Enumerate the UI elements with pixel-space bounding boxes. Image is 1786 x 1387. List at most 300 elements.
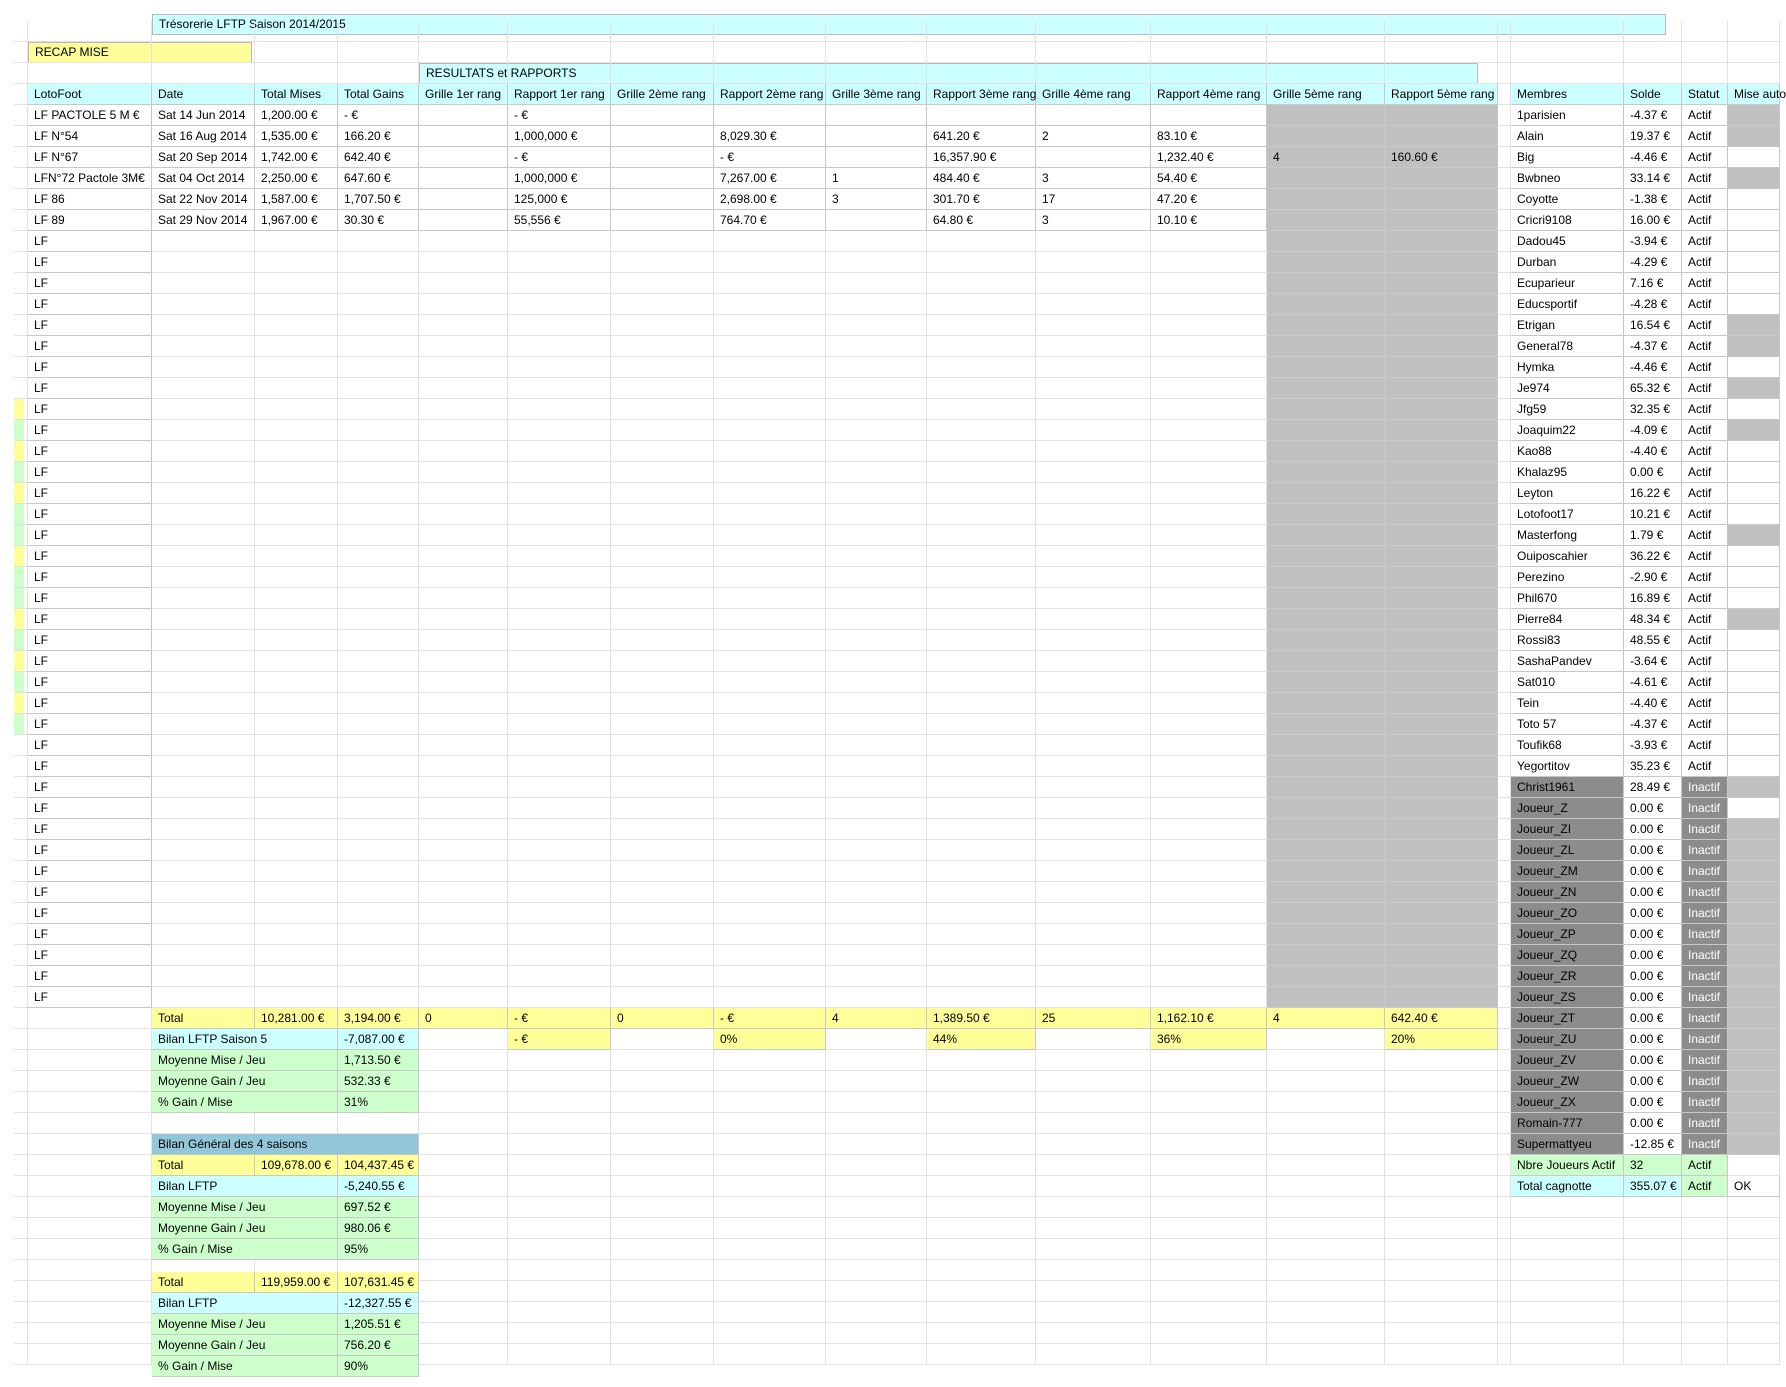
- empty-cell[interactable]: [419, 441, 508, 462]
- member-mise-auto[interactable]: [1728, 210, 1780, 231]
- empty-cell[interactable]: [714, 42, 826, 63]
- empty-cell[interactable]: [508, 693, 611, 714]
- empty-cell[interactable]: [611, 483, 714, 504]
- member-statut[interactable]: Inactif: [1682, 1071, 1728, 1092]
- game-value-cell[interactable]: 1,535.00 €: [255, 126, 338, 147]
- empty-cell[interactable]: [1036, 966, 1151, 987]
- member-mise-auto[interactable]: [1728, 924, 1780, 945]
- empty-cell[interactable]: [508, 1197, 611, 1218]
- empty-cell[interactable]: [714, 588, 826, 609]
- empty-cell[interactable]: [419, 840, 508, 861]
- member-statut[interactable]: Inactif: [1682, 1134, 1728, 1155]
- general-total-gains[interactable]: 107,631.45 €: [338, 1272, 419, 1293]
- totals-value[interactable]: 0: [419, 1008, 508, 1029]
- empty-cell[interactable]: [1498, 294, 1511, 315]
- empty-cell[interactable]: [1267, 1218, 1385, 1239]
- empty-cell[interactable]: [1498, 1176, 1511, 1197]
- empty-cell[interactable]: [508, 399, 611, 420]
- empty-cell[interactable]: [419, 903, 508, 924]
- empty-cell[interactable]: [611, 546, 714, 567]
- empty-cell[interactable]: [28, 1134, 152, 1155]
- empty-cell[interactable]: [714, 462, 826, 483]
- empty-cell[interactable]: [714, 903, 826, 924]
- empty-cell[interactable]: [1728, 42, 1780, 63]
- empty-cell[interactable]: [508, 483, 611, 504]
- empty-cell[interactable]: [14, 819, 28, 840]
- empty-cell[interactable]: [1511, 1323, 1624, 1344]
- game-name-cell[interactable]: LF: [28, 483, 152, 504]
- empty-cell[interactable]: [1267, 42, 1385, 63]
- empty-cell[interactable]: [1682, 1239, 1728, 1260]
- member-statut[interactable]: Actif: [1682, 462, 1728, 483]
- empty-cell[interactable]: [611, 735, 714, 756]
- empty-cell[interactable]: [1498, 1344, 1511, 1365]
- game-value-cell[interactable]: 16,357.90 €: [927, 147, 1036, 168]
- empty-cell[interactable]: [419, 1323, 508, 1344]
- empty-cell[interactable]: [1498, 231, 1511, 252]
- empty-cell[interactable]: [14, 840, 28, 861]
- empty-cell[interactable]: [1036, 1197, 1151, 1218]
- empty-cell[interactable]: [1036, 525, 1151, 546]
- member-name[interactable]: Joaquim22: [1511, 420, 1624, 441]
- empty-cell[interactable]: [1036, 483, 1151, 504]
- empty-cell[interactable]: [1036, 1134, 1151, 1155]
- empty-cell[interactable]: [714, 735, 826, 756]
- member-mise-auto[interactable]: [1728, 735, 1780, 756]
- empty-cell[interactable]: [826, 525, 927, 546]
- totals-value[interactable]: 3,194.00 €: [338, 1008, 419, 1029]
- empty-cell[interactable]: [826, 987, 927, 1008]
- general-total-mises[interactable]: 119,959.00 €: [255, 1272, 338, 1293]
- empty-cell[interactable]: [1267, 1323, 1385, 1344]
- member-solde[interactable]: -4.37 €: [1624, 714, 1682, 735]
- empty-cell[interactable]: [1151, 567, 1267, 588]
- rapport-5-cell[interactable]: [1385, 672, 1498, 693]
- empty-cell[interactable]: [508, 294, 611, 315]
- member-name[interactable]: Joueur_ZI: [1511, 819, 1624, 840]
- member-solde[interactable]: 48.34 €: [1624, 609, 1682, 630]
- member-solde[interactable]: 0.00 €: [1624, 1050, 1682, 1071]
- member-statut[interactable]: Inactif: [1682, 798, 1728, 819]
- member-statut[interactable]: Actif: [1682, 735, 1728, 756]
- empty-cell[interactable]: [1498, 714, 1511, 735]
- empty-cell[interactable]: [1498, 693, 1511, 714]
- game-value-cell[interactable]: [419, 126, 508, 147]
- empty-cell[interactable]: [338, 462, 419, 483]
- empty-cell[interactable]: [338, 483, 419, 504]
- game-value-cell[interactable]: 83.10 €: [1151, 126, 1267, 147]
- empty-cell[interactable]: [927, 1155, 1036, 1176]
- empty-cell[interactable]: [14, 357, 28, 378]
- empty-cell[interactable]: [255, 42, 338, 63]
- empty-cell[interactable]: [419, 63, 508, 84]
- member-statut[interactable]: Actif: [1682, 273, 1728, 294]
- empty-cell[interactable]: [927, 1218, 1036, 1239]
- empty-cell[interactable]: [14, 231, 28, 252]
- empty-cell[interactable]: [611, 798, 714, 819]
- empty-cell[interactable]: [14, 294, 28, 315]
- empty-cell[interactable]: [255, 714, 338, 735]
- empty-cell[interactable]: [419, 315, 508, 336]
- empty-cell[interactable]: [1498, 672, 1511, 693]
- empty-cell[interactable]: [927, 609, 1036, 630]
- empty-cell[interactable]: [152, 504, 255, 525]
- empty-cell[interactable]: [826, 441, 927, 462]
- empty-cell[interactable]: [1385, 1323, 1498, 1344]
- member-column-header[interactable]: Solde: [1624, 84, 1682, 105]
- empty-cell[interactable]: [338, 609, 419, 630]
- empty-cell[interactable]: [338, 441, 419, 462]
- general-total-label[interactable]: Total: [152, 1155, 255, 1176]
- empty-cell[interactable]: [826, 1134, 927, 1155]
- empty-cell[interactable]: [927, 651, 1036, 672]
- member-name[interactable]: Big: [1511, 147, 1624, 168]
- empty-cell[interactable]: [338, 21, 419, 42]
- empty-cell[interactable]: [927, 1260, 1036, 1281]
- empty-cell[interactable]: [714, 63, 826, 84]
- empty-cell[interactable]: [419, 672, 508, 693]
- empty-cell[interactable]: [714, 1155, 826, 1176]
- empty-cell[interactable]: [508, 441, 611, 462]
- member-statut[interactable]: Actif: [1682, 252, 1728, 273]
- empty-cell[interactable]: [1151, 1197, 1267, 1218]
- rapport-5-cell[interactable]: [1385, 588, 1498, 609]
- member-name[interactable]: Kao88: [1511, 441, 1624, 462]
- empty-cell[interactable]: [152, 1113, 255, 1134]
- bilan-ratio[interactable]: 0%: [714, 1029, 826, 1050]
- empty-cell[interactable]: [338, 714, 419, 735]
- member-mise-auto[interactable]: [1728, 777, 1780, 798]
- grille-5-cell[interactable]: [1267, 336, 1385, 357]
- empty-cell[interactable]: [28, 1050, 152, 1071]
- general-stat-value[interactable]: 1,205.51 €: [338, 1314, 419, 1335]
- empty-cell[interactable]: [1385, 1176, 1498, 1197]
- empty-cell[interactable]: [826, 567, 927, 588]
- empty-cell[interactable]: [714, 504, 826, 525]
- empty-cell[interactable]: [152, 924, 255, 945]
- member-statut[interactable]: Actif: [1682, 693, 1728, 714]
- empty-cell[interactable]: [338, 588, 419, 609]
- empty-cell[interactable]: [1498, 84, 1511, 105]
- empty-cell[interactable]: [611, 525, 714, 546]
- empty-cell[interactable]: [1682, 1302, 1728, 1323]
- empty-cell[interactable]: [927, 693, 1036, 714]
- game-value-cell[interactable]: 8,029.30 €: [714, 126, 826, 147]
- empty-cell[interactable]: [338, 315, 419, 336]
- empty-cell[interactable]: [714, 378, 826, 399]
- empty-cell[interactable]: [152, 42, 255, 63]
- member-mise-auto[interactable]: [1728, 798, 1780, 819]
- empty-cell[interactable]: [152, 819, 255, 840]
- empty-cell[interactable]: [611, 1239, 714, 1260]
- empty-cell[interactable]: [255, 567, 338, 588]
- empty-cell[interactable]: [1498, 945, 1511, 966]
- empty-cell[interactable]: [338, 840, 419, 861]
- member-mise-auto[interactable]: [1728, 1092, 1780, 1113]
- member-mise-auto[interactable]: [1728, 546, 1780, 567]
- bilan-ratio[interactable]: 44%: [927, 1029, 1036, 1050]
- empty-cell[interactable]: [714, 609, 826, 630]
- game-name-cell[interactable]: LF: [28, 735, 152, 756]
- empty-cell[interactable]: [14, 84, 28, 105]
- empty-cell[interactable]: [14, 1260, 28, 1281]
- empty-cell[interactable]: [927, 504, 1036, 525]
- empty-cell[interactable]: [1036, 63, 1151, 84]
- empty-cell[interactable]: [1498, 189, 1511, 210]
- rapport-5-cell[interactable]: [1385, 840, 1498, 861]
- empty-cell[interactable]: [1151, 1050, 1267, 1071]
- game-value-cell[interactable]: [611, 126, 714, 147]
- grille-5-cell[interactable]: [1267, 987, 1385, 1008]
- empty-cell[interactable]: [714, 1281, 826, 1302]
- empty-cell[interactable]: [1498, 588, 1511, 609]
- empty-cell[interactable]: [255, 840, 338, 861]
- empty-cell[interactable]: [28, 1302, 152, 1323]
- empty-cell[interactable]: [14, 252, 28, 273]
- empty-cell[interactable]: [255, 273, 338, 294]
- member-mise-auto[interactable]: [1728, 504, 1780, 525]
- empty-cell[interactable]: [927, 756, 1036, 777]
- empty-cell[interactable]: [826, 252, 927, 273]
- rapport-5-cell[interactable]: [1385, 336, 1498, 357]
- empty-cell[interactable]: [611, 42, 714, 63]
- empty-cell[interactable]: [1036, 546, 1151, 567]
- grille-5-cell[interactable]: [1267, 483, 1385, 504]
- empty-cell[interactable]: [28, 1008, 152, 1029]
- column-header[interactable]: Rapport 4ème rang: [1151, 84, 1267, 105]
- empty-cell[interactable]: [1728, 1281, 1780, 1302]
- empty-cell[interactable]: [1036, 357, 1151, 378]
- empty-cell[interactable]: [255, 630, 338, 651]
- member-name[interactable]: Perezino: [1511, 567, 1624, 588]
- empty-cell[interactable]: [1498, 819, 1511, 840]
- game-value-cell[interactable]: 647.60 €: [338, 168, 419, 189]
- empty-cell[interactable]: [826, 42, 927, 63]
- game-name-cell[interactable]: LF: [28, 525, 152, 546]
- empty-cell[interactable]: [1682, 1281, 1728, 1302]
- member-mise-auto[interactable]: [1728, 1113, 1780, 1134]
- total-cagnotte-statut[interactable]: Actif: [1682, 1176, 1728, 1197]
- game-value-cell[interactable]: [826, 105, 927, 126]
- empty-cell[interactable]: [1728, 63, 1780, 84]
- empty-cell[interactable]: [508, 924, 611, 945]
- empty-cell[interactable]: [611, 588, 714, 609]
- empty-cell[interactable]: [927, 672, 1036, 693]
- empty-cell[interactable]: [826, 756, 927, 777]
- empty-cell[interactable]: [1151, 420, 1267, 441]
- empty-cell[interactable]: [1385, 1302, 1498, 1323]
- general-bilan-label[interactable]: Bilan LFTP: [152, 1293, 338, 1314]
- empty-cell[interactable]: [508, 1281, 611, 1302]
- empty-cell[interactable]: [14, 378, 28, 399]
- empty-cell[interactable]: [1511, 21, 1624, 42]
- member-solde[interactable]: 33.14 €: [1624, 168, 1682, 189]
- empty-cell[interactable]: [152, 672, 255, 693]
- member-mise-auto[interactable]: [1728, 630, 1780, 651]
- empty-cell[interactable]: [28, 1344, 152, 1365]
- game-name-cell[interactable]: LF: [28, 420, 152, 441]
- empty-cell[interactable]: [1385, 1071, 1498, 1092]
- empty-cell[interactable]: [1151, 357, 1267, 378]
- empty-cell[interactable]: [927, 21, 1036, 42]
- empty-cell[interactable]: [714, 1260, 826, 1281]
- empty-cell[interactable]: [1036, 231, 1151, 252]
- empty-cell[interactable]: [1036, 252, 1151, 273]
- member-name[interactable]: Toufik68: [1511, 735, 1624, 756]
- empty-cell[interactable]: [419, 378, 508, 399]
- rapport-5-cell[interactable]: [1385, 357, 1498, 378]
- empty-cell[interactable]: [927, 1323, 1036, 1344]
- empty-cell[interactable]: [927, 273, 1036, 294]
- empty-cell[interactable]: [255, 777, 338, 798]
- member-solde[interactable]: -4.46 €: [1624, 357, 1682, 378]
- empty-cell[interactable]: [1498, 399, 1511, 420]
- member-statut[interactable]: Actif: [1682, 714, 1728, 735]
- member-statut[interactable]: Actif: [1682, 588, 1728, 609]
- empty-cell[interactable]: [927, 42, 1036, 63]
- empty-cell[interactable]: [255, 420, 338, 441]
- empty-cell[interactable]: [152, 735, 255, 756]
- member-solde[interactable]: 0.00 €: [1624, 945, 1682, 966]
- member-name[interactable]: Je974: [1511, 378, 1624, 399]
- empty-cell[interactable]: [1036, 924, 1151, 945]
- member-name[interactable]: Cricri9108: [1511, 210, 1624, 231]
- empty-cell[interactable]: [1682, 1218, 1728, 1239]
- empty-cell[interactable]: [338, 798, 419, 819]
- empty-cell[interactable]: [419, 714, 508, 735]
- empty-cell[interactable]: [1151, 21, 1267, 42]
- empty-cell[interactable]: [1151, 399, 1267, 420]
- empty-cell[interactable]: [152, 462, 255, 483]
- empty-cell[interactable]: [152, 882, 255, 903]
- empty-cell[interactable]: [152, 63, 255, 84]
- empty-cell[interactable]: [508, 714, 611, 735]
- empty-cell[interactable]: [338, 63, 419, 84]
- empty-cell[interactable]: [714, 1323, 826, 1344]
- empty-cell[interactable]: [826, 840, 927, 861]
- general-total-mises[interactable]: 109,678.00 €: [255, 1155, 338, 1176]
- empty-cell[interactable]: [1498, 966, 1511, 987]
- empty-cell[interactable]: [826, 378, 927, 399]
- empty-cell[interactable]: [1498, 483, 1511, 504]
- game-name-cell[interactable]: LF: [28, 609, 152, 630]
- empty-cell[interactable]: [338, 1113, 419, 1134]
- empty-cell[interactable]: [714, 420, 826, 441]
- empty-cell[interactable]: [1151, 1302, 1267, 1323]
- empty-cell[interactable]: [714, 1302, 826, 1323]
- empty-cell[interactable]: [1036, 294, 1151, 315]
- empty-cell[interactable]: [1624, 1218, 1682, 1239]
- game-value-cell[interactable]: 4: [1267, 147, 1385, 168]
- empty-cell[interactable]: [1151, 819, 1267, 840]
- empty-cell[interactable]: [508, 987, 611, 1008]
- grille-5-cell[interactable]: [1267, 252, 1385, 273]
- member-statut[interactable]: Actif: [1682, 651, 1728, 672]
- member-mise-auto[interactable]: [1728, 1050, 1780, 1071]
- grille-5-cell[interactable]: [1267, 882, 1385, 903]
- member-solde[interactable]: -4.40 €: [1624, 693, 1682, 714]
- member-name[interactable]: Durban: [1511, 252, 1624, 273]
- game-name-cell[interactable]: LF: [28, 987, 152, 1008]
- member-name[interactable]: Pierre84: [1511, 609, 1624, 630]
- member-mise-auto[interactable]: [1728, 1008, 1780, 1029]
- empty-cell[interactable]: [927, 987, 1036, 1008]
- grille-5-cell[interactable]: [1267, 756, 1385, 777]
- empty-cell[interactable]: [1151, 1281, 1267, 1302]
- empty-cell[interactable]: [1151, 1071, 1267, 1092]
- empty-cell[interactable]: [611, 420, 714, 441]
- empty-cell[interactable]: [1385, 1344, 1498, 1365]
- empty-cell[interactable]: [1498, 630, 1511, 651]
- empty-cell[interactable]: [419, 1176, 508, 1197]
- member-mise-auto[interactable]: [1728, 819, 1780, 840]
- empty-cell[interactable]: [1267, 1134, 1385, 1155]
- member-mise-auto[interactable]: [1728, 252, 1780, 273]
- empty-cell[interactable]: [255, 399, 338, 420]
- empty-cell[interactable]: [611, 777, 714, 798]
- rapport-5-cell[interactable]: [1385, 294, 1498, 315]
- member-statut[interactable]: Actif: [1682, 294, 1728, 315]
- member-statut[interactable]: Inactif: [1682, 924, 1728, 945]
- totals-value[interactable]: - €: [508, 1008, 611, 1029]
- empty-cell[interactable]: [419, 1239, 508, 1260]
- empty-cell[interactable]: [611, 924, 714, 945]
- empty-cell[interactable]: [255, 1113, 338, 1134]
- empty-cell[interactable]: [1728, 1302, 1780, 1323]
- totals-value[interactable]: 4: [826, 1008, 927, 1029]
- general-stat-label[interactable]: Moyenne Mise / Jeu: [152, 1197, 338, 1218]
- empty-cell[interactable]: [826, 336, 927, 357]
- rapport-5-cell[interactable]: [1385, 483, 1498, 504]
- empty-cell[interactable]: [714, 294, 826, 315]
- empty-cell[interactable]: [611, 630, 714, 651]
- empty-cell[interactable]: [1498, 1302, 1511, 1323]
- empty-cell[interactable]: [714, 840, 826, 861]
- empty-cell[interactable]: [1624, 1239, 1682, 1260]
- empty-cell[interactable]: [1498, 1050, 1511, 1071]
- empty-cell[interactable]: [611, 336, 714, 357]
- column-header[interactable]: Total Gains: [338, 84, 419, 105]
- empty-cell[interactable]: [255, 315, 338, 336]
- game-name-cell[interactable]: LFN°72 Pactole 3M€: [28, 168, 152, 189]
- empty-cell[interactable]: [1036, 441, 1151, 462]
- column-header[interactable]: Rapport 3ème rang: [927, 84, 1036, 105]
- column-header[interactable]: Grille 2ème rang: [611, 84, 714, 105]
- empty-cell[interactable]: [1624, 1281, 1682, 1302]
- empty-cell[interactable]: [419, 630, 508, 651]
- empty-cell[interactable]: [1151, 252, 1267, 273]
- empty-cell[interactable]: [1036, 1218, 1151, 1239]
- empty-cell[interactable]: [1511, 1239, 1624, 1260]
- empty-cell[interactable]: [255, 525, 338, 546]
- empty-cell[interactable]: [1498, 1323, 1511, 1344]
- member-statut[interactable]: Inactif: [1682, 1050, 1728, 1071]
- empty-cell[interactable]: [611, 315, 714, 336]
- empty-cell[interactable]: [14, 735, 28, 756]
- empty-cell[interactable]: [338, 336, 419, 357]
- member-mise-auto[interactable]: [1728, 231, 1780, 252]
- empty-cell[interactable]: [1267, 1239, 1385, 1260]
- member-name[interactable]: Hymka: [1511, 357, 1624, 378]
- game-value-cell[interactable]: - €: [338, 105, 419, 126]
- member-solde[interactable]: 0.00 €: [1624, 1092, 1682, 1113]
- rapport-5-cell[interactable]: [1385, 252, 1498, 273]
- game-name-cell[interactable]: LF: [28, 357, 152, 378]
- empty-cell[interactable]: [826, 819, 927, 840]
- member-statut[interactable]: Actif: [1682, 231, 1728, 252]
- grille-5-cell[interactable]: [1267, 588, 1385, 609]
- general-stat-label[interactable]: % Gain / Mise: [152, 1239, 338, 1260]
